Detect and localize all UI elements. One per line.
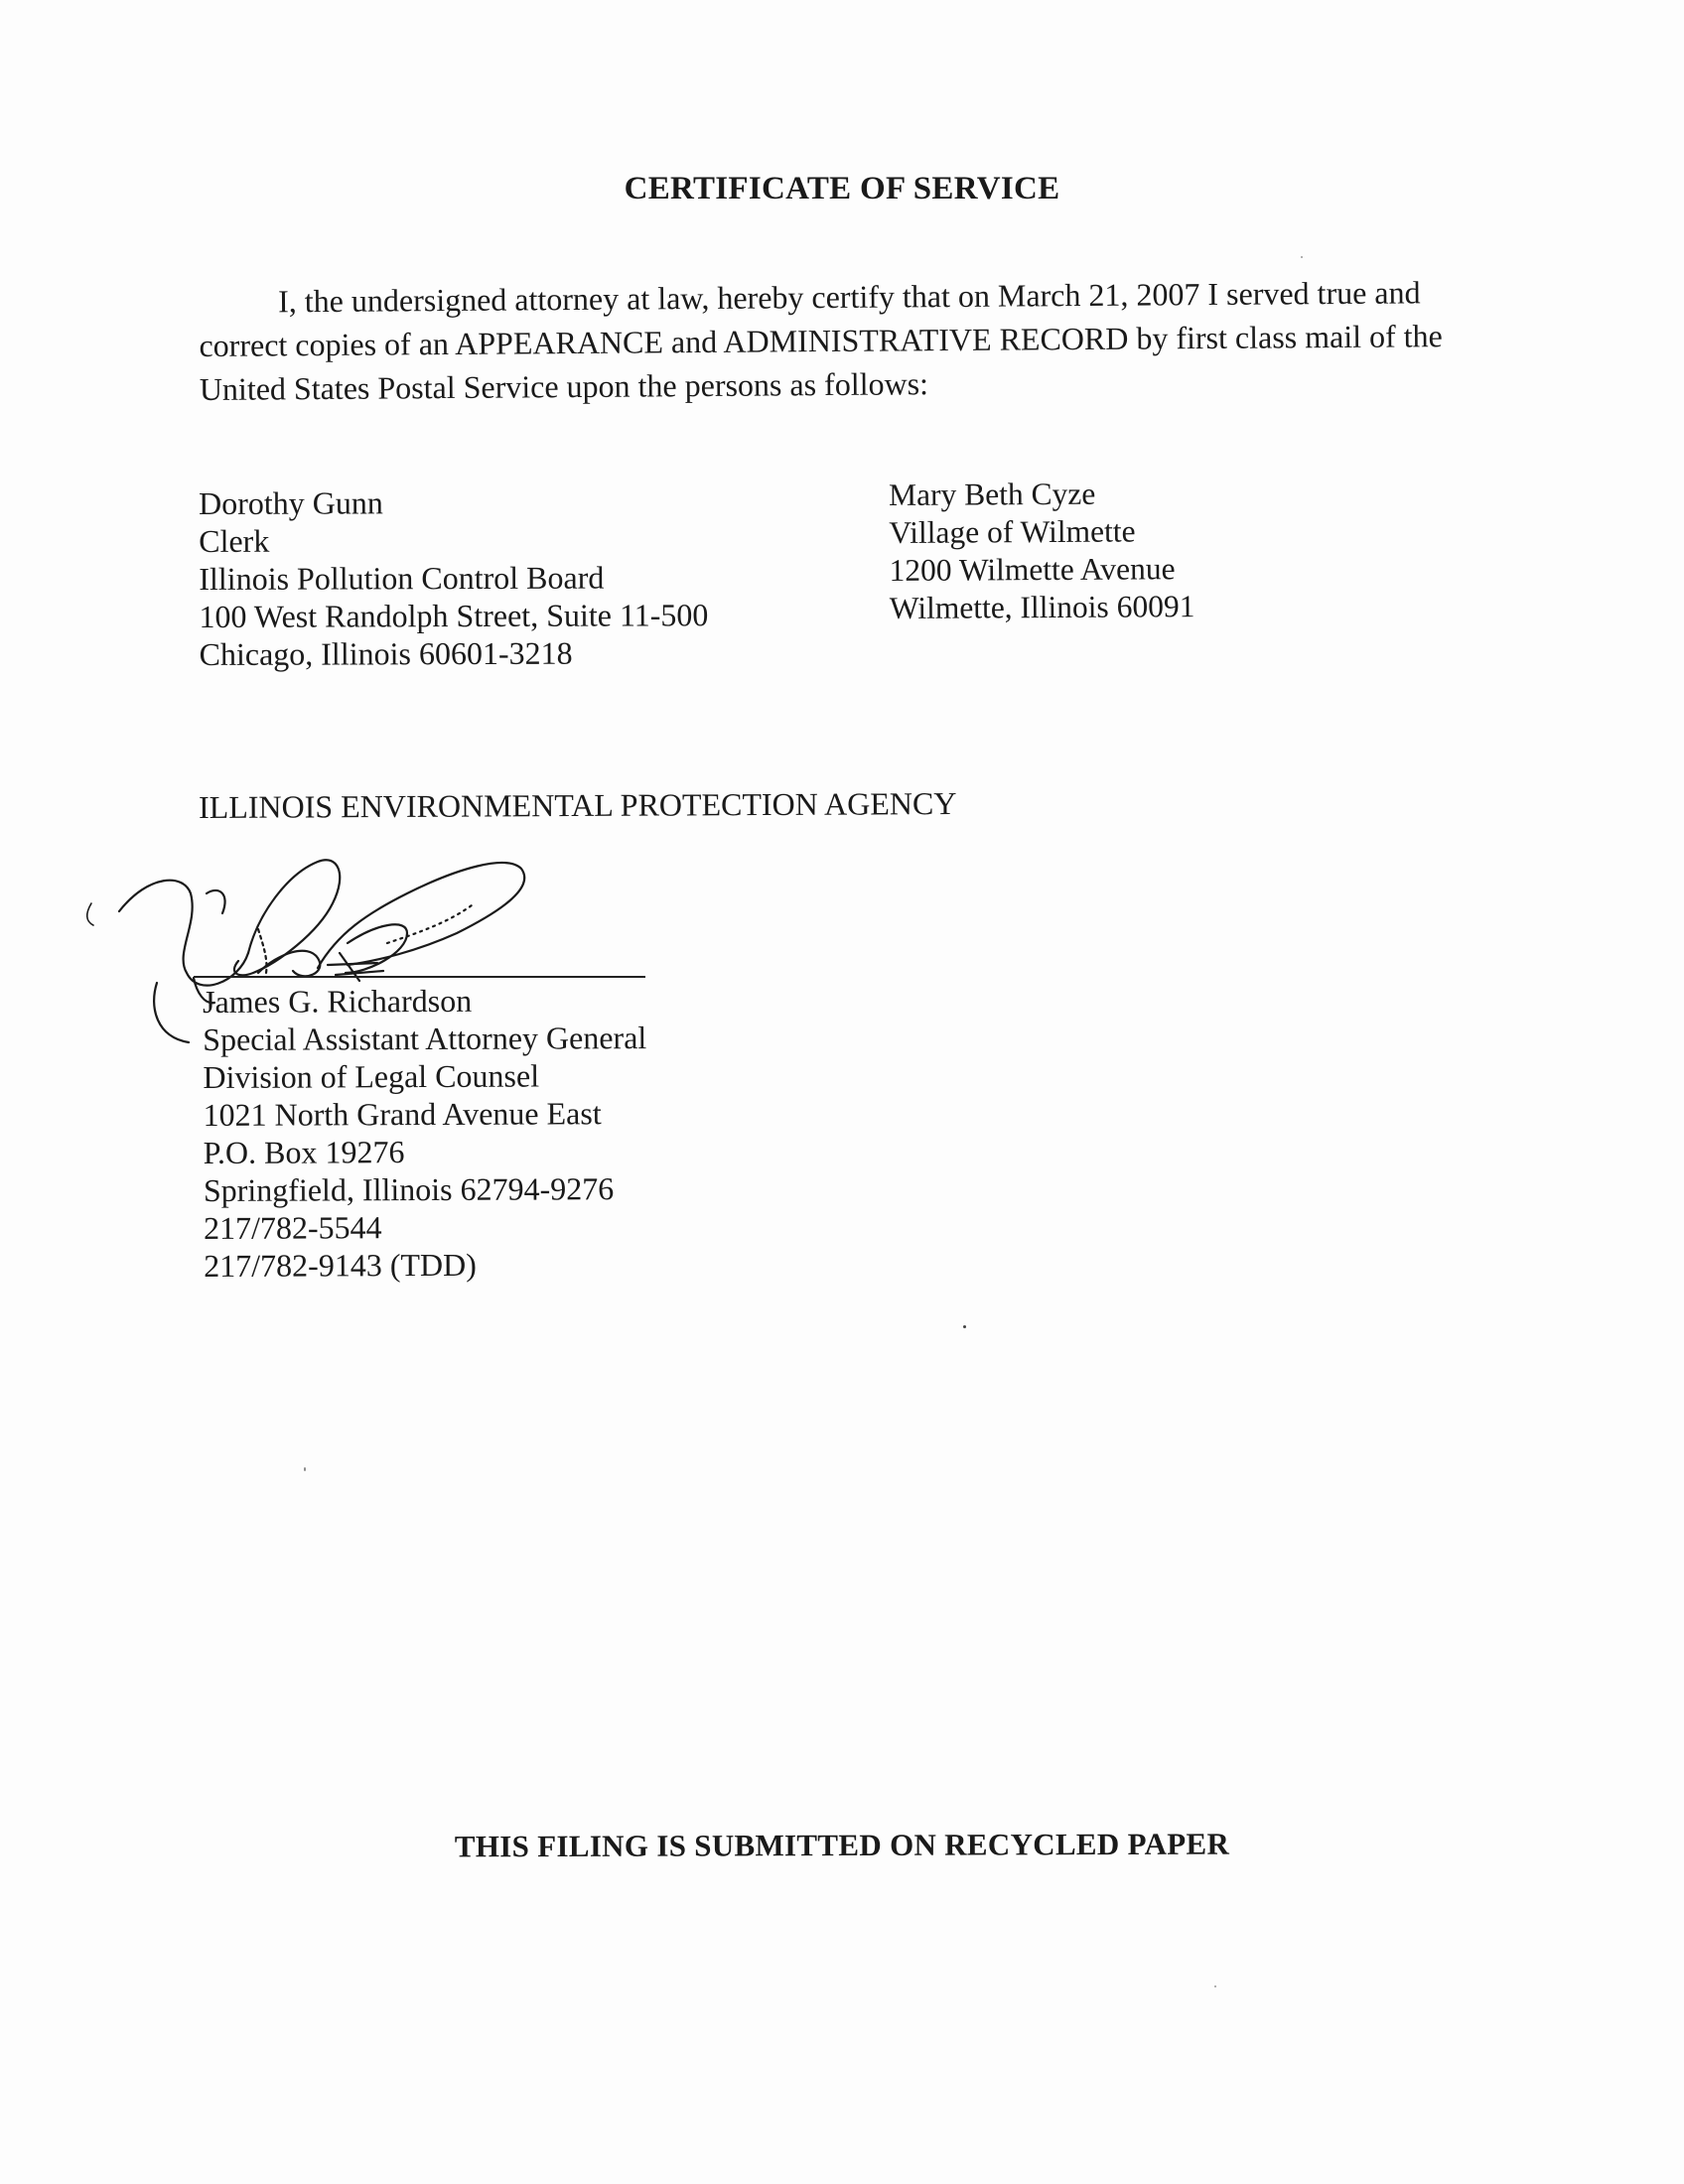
paragraph-line: United States Postal Service upon the persons as follows: [199,365,929,407]
document-title: CERTIFICATE OF SERVICE [624,171,1060,206]
recipient-street: 100 West Randolph Street, Suite 11-500 [199,597,709,634]
signer-street: 1021 North Grand Avenue East [203,1095,602,1133]
certification-paragraph [199,270,1510,411]
signer-po-box: P.O. Box 19276 [203,1134,405,1170]
recipient-address-right [889,475,1195,627]
recipient-street: 1200 Wilmette Avenue [889,551,1176,588]
recipient-name: Dorothy Gunn [199,484,383,521]
paragraph-line: I, the undersigned attorney at law, hereby certify that on March 21, 2007 I served true and [278,274,1421,320]
paragraph-line: correct copies of an APPEARANCE and ADMINISTRATIVE RECORD by first class mail of the [199,318,1443,363]
recipient-name: Mary Beth Cyze [889,476,1096,512]
scan-speck [1301,256,1303,258]
recipient-city: Chicago, Illinois 60601-3218 [199,634,573,672]
signer-division: Division of Legal Counsel [203,1057,540,1095]
signer-name: James G. Richardson [203,982,473,1020]
signer-block [203,981,647,1285]
recipient-title: Clerk [199,522,270,559]
signature-line [194,976,645,978]
signer-title: Special Assistant Attorney General [203,1020,647,1057]
signer-phone: 217/782-5544 [203,1209,382,1246]
scan-speck [304,1467,306,1471]
recycled-paper-notice: THIS FILING IS SUBMITTED ON RECYCLED PAPER [454,1826,1230,1864]
scan-speck [963,1325,966,1328]
signer-city: Springfield, Illinois 62794-9276 [203,1170,615,1208]
recipient-organization: Village of Wilmette [889,513,1136,550]
recipient-address-left [199,482,709,673]
recipient-organization: Illinois Pollution Control Board [199,559,605,597]
agency-name: ILLINOIS ENVIRONMENTAL PROTECTION AGENCY [199,785,957,825]
recipient-city: Wilmette, Illinois 60091 [889,589,1195,625]
signer-tdd-phone: 217/782-9143 (TDD) [204,1246,477,1284]
scan-speck [1214,1985,1216,1987]
